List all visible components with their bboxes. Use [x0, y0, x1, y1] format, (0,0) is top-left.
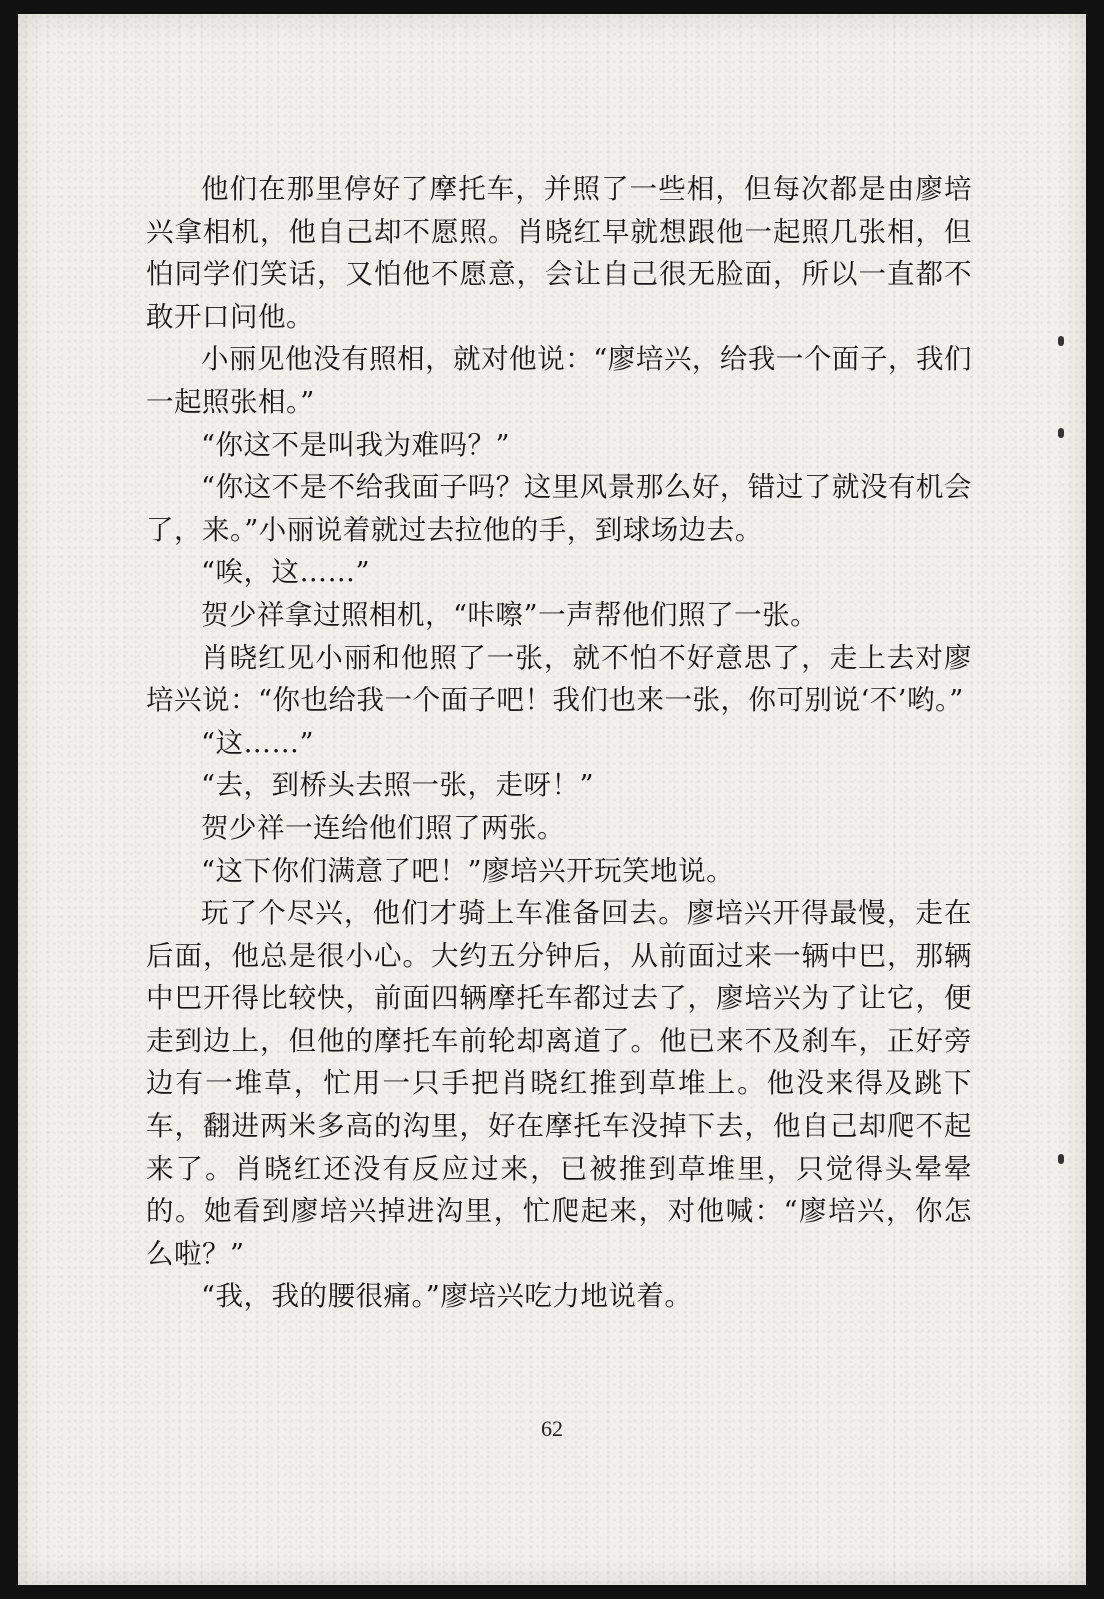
paragraph: 贺少祥一连给他们照了两张。: [201, 811, 565, 844]
paragraph: “这下你们满意了吧！”廖培兴开玩笑地说。: [201, 854, 735, 887]
scanned-page: [18, 14, 1086, 1585]
paragraph: 小丽见他没有照相，就对他说：“廖培兴，给我一个面子，我们一起照张相。”: [146, 343, 972, 418]
paragraph: 肖晓红见小丽和他照了一张，就不怕不好意思了，走上去对廖培兴说：“你也给我一个面子吧！我们也来一张，你可别说‘不’哟。”: [146, 641, 972, 717]
scan-speck: [1058, 428, 1064, 438]
paragraph: “我，我的腰很痛。”廖培兴吃力地说着。: [201, 1280, 693, 1313]
paragraph: “你这不是不给我面子吗？这里风景那么好，错过了就没有机会了，来。”小丽说着就过去拉他的手，到球场边去。: [146, 471, 972, 546]
paragraph: “去，到桥头去照一张，走呀！”: [201, 769, 595, 802]
paragraph: 他们在那里停好了摩托车，并照了一些相，但每次都是由廖培兴拿相机，他自己却不愿照。肖晓红早就想跟他一起照几张相，但怕同学们笑话，又怕他不愿意，会让自己很无脸面，所以一直都不敢开口问他。: [146, 173, 972, 333]
paragraph: “你这不是叫我为难吗？”: [201, 428, 511, 461]
scan-speck: [1058, 336, 1064, 346]
paragraph: “唉，这……”: [201, 556, 371, 589]
page-number: 62: [541, 1416, 563, 1441]
body-text: [146, 168, 972, 1318]
scan-speck: [1058, 1154, 1064, 1164]
paragraph: 贺少祥拿过照相机，“咔嚓”一声帮他们照了一张。: [201, 598, 819, 631]
paragraph: “这……”: [201, 726, 315, 759]
paragraph: 玩了个尽兴，他们才骑上车准备回去。廖培兴开得最慢，走在后面，他总是很小心。大约五分钟后，从前面过来一辆中巴，那辆中巴开得比较快，前面四辆摩托车都过去了，廖培兴为了让它，便走到边上，但他的摩托车前轮却离道了。他已来不及刹车，正好旁边有一堆草，忙用一只手把肖晓红推到草堆上。他没来得及跳下车，翻进两米多高的沟里，好在摩托车没掉下去，他自己却爬不起来了。肖晓红还没有反应过来，已被推到草堆里，只觉得头晕晕的。她看到廖培兴掉进沟里，忙爬起来，对他喊：“廖培兴，你怎么啦？”: [146, 897, 972, 1270]
